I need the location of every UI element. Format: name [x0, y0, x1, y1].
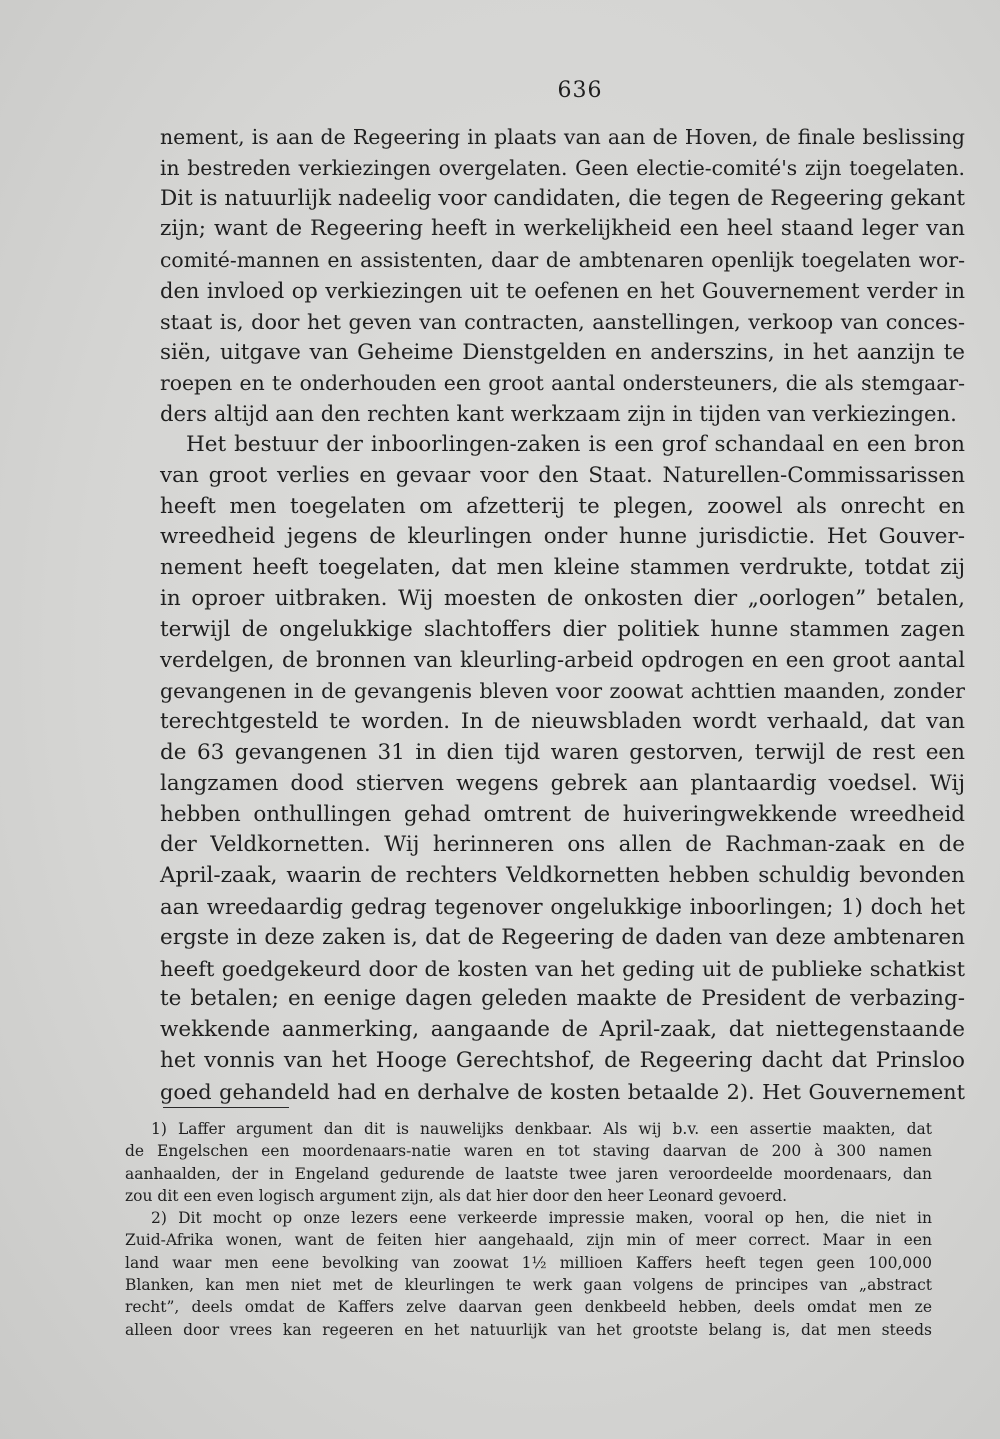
text-line: terechtgesteld te worden. In de nieuwsbladen wordt verhaald, dat van: [160, 709, 965, 735]
text-line: heeft goedgekeurd door de kosten van het geding uit de publieke schatkist: [160, 956, 965, 981]
footnote-line: land waar men eene bevolking van zoowat 1½ millioen Kaffers heeft tegen geen 100,000: [125, 1253, 932, 1272]
text-line: in bestreden verkiezingen overgelaten. Geen electie-comité's zijn toegelaten.: [160, 155, 965, 180]
text-line: verdelgen, de bronnen van kleurling-arbeid opdrogen en een groot aantal: [160, 647, 965, 673]
text-line: der Veldkornetten. Wij herinneren ons allen de Rachman-zaak en de: [160, 832, 965, 858]
text-line: aan wreedaardig gedrag tegenover ongelukkige inboorlingen; 1) doch het: [160, 893, 965, 919]
text-line: in oproer uitbraken. Wij moesten de onkosten dier „oorlogen” betalen,: [160, 585, 965, 611]
text-line: hebben onthullingen gehad omtrent de huiveringwekkende wreedheid: [160, 801, 965, 827]
footnote-divider: [163, 1107, 289, 1108]
footnote-line: alleen door vrees kan regeeren en het natuurlijk van het grootste belang is, dat men steeds: [125, 1320, 932, 1339]
footnotes: [125, 1118, 932, 1341]
footnote-line: de Engelschen een moordenaars-natie waren en tot staving daarvan de 200 à 300 namen: [125, 1142, 932, 1161]
text-line: langzamen dood stierven wegens gebrek aan plantaardig voedsel. Wij: [160, 770, 965, 796]
text-line: goed gehandeld had en derhalve de kosten betaalde 2). Het Gouvernement: [160, 1079, 965, 1104]
text-line: gevangenen in de gevangenis bleven voor zoowat achttien maanden, zonder: [160, 679, 965, 704]
text-line: de 63 gevangenen 31 in dien tijd waren gestorven, terwijl de rest een: [160, 739, 965, 765]
footnote-2-start: 2) Dit mocht op onze lezers eene verkeerde impressie maken, vooral op hen, die niet in: [151, 1209, 932, 1228]
text-line: terwijl de ongelukkige slachtoffers dier politiek hunne stammen zagen: [160, 616, 965, 642]
text-line: nement heeft toegelaten, dat men kleine stammen verdrukte, totdat zij: [160, 555, 965, 581]
text-line: ders altijd aan den rechten kant werkzaam zijn in tijden van verkiezingen.: [160, 401, 957, 427]
text-line: het vonnis van het Hooge Gerechtshof, de Regeering dacht dat Prinsloo: [160, 1047, 965, 1073]
text-line: te betalen; en eenige dagen geleden maakte de President de verbazing-: [160, 986, 965, 1012]
footnote-1-start: 1) Laffer argument dan dit is nauwelijks denkbaar. Als wij b.v. een assertie maakten, dat: [151, 1120, 932, 1138]
footnote-line: Blanken, kan men niet met de kleurlingen te werk gaan volgens de principes van „abstract: [125, 1276, 932, 1295]
text-line: wreedheid jegens de kleurlingen onder hunne jurisdictie. Het Gouver-: [160, 524, 965, 550]
text-line: April-zaak, waarin de rechters Veldkornetten hebben schuldig bevonden: [160, 863, 965, 889]
text-line: nement, is aan de Regeering in plaats van aan de Hoven, de finale beslissing: [160, 125, 965, 149]
text-line: zijn; want de Regeering heeft in werkelijkheid een heel staand leger van: [160, 216, 965, 242]
footnote-line: Zuid-Afrika wonen, want de feiten hier aangehaald, zijn min of meer correct. Maar in een: [125, 1231, 932, 1250]
text-line: ergste in deze zaken is, dat de Regeering de daden van deze ambtenaren: [160, 924, 965, 950]
footnote-line: zou dit een even logisch argument zijn, als dat hier door den heer Leonard gevoerd.: [125, 1186, 788, 1205]
text-line: staat is, door het geven van contracten, aanstellingen, verkoop van conces-: [160, 309, 965, 334]
text-line: comité-mannen en assistenten, daar de ambtenaren openlijk toegelaten wor-: [160, 248, 965, 273]
text-line: roepen en te onderhouden een groot aantal ondersteuners, die als stemgaar-: [160, 371, 965, 396]
text-line: heeft men toegelaten om afzetterij te plegen, zoowel als onrecht en: [160, 493, 965, 519]
main-text-body: [160, 122, 965, 1108]
page-number: 636: [557, 78, 603, 103]
footnote-line: recht”, deels omdat de Kaffers zelve daarvan geen denkbeeld hebben, deels omdat men ze: [125, 1298, 932, 1317]
text-line: wekkende aanmerking, aangaande de April-zaak, dat niettegenstaande: [160, 1017, 965, 1043]
text-line: Dit is natuurlijk nadeelig voor candidaten, die tegen de Regeering gekant: [160, 185, 965, 211]
text-line: siën, uitgave van Geheime Dienstgelden en anderszins, in het aanzijn te: [160, 339, 965, 365]
footnote-line: aanhaalden, der in Engeland gedurende de laatste twee jaren veroordeelde moordenaars, dan: [125, 1164, 932, 1183]
text-line: den invloed op verkiezingen uit te oefenen en het Gouvernement verder in: [160, 277, 965, 303]
text-line: van groot verlies en gevaar voor den Staat. Naturellen-Commissarissen: [160, 462, 965, 488]
paragraph-start-line: Het bestuur der inboorlingen-zaken is een grof schandaal en een bron: [186, 431, 965, 457]
